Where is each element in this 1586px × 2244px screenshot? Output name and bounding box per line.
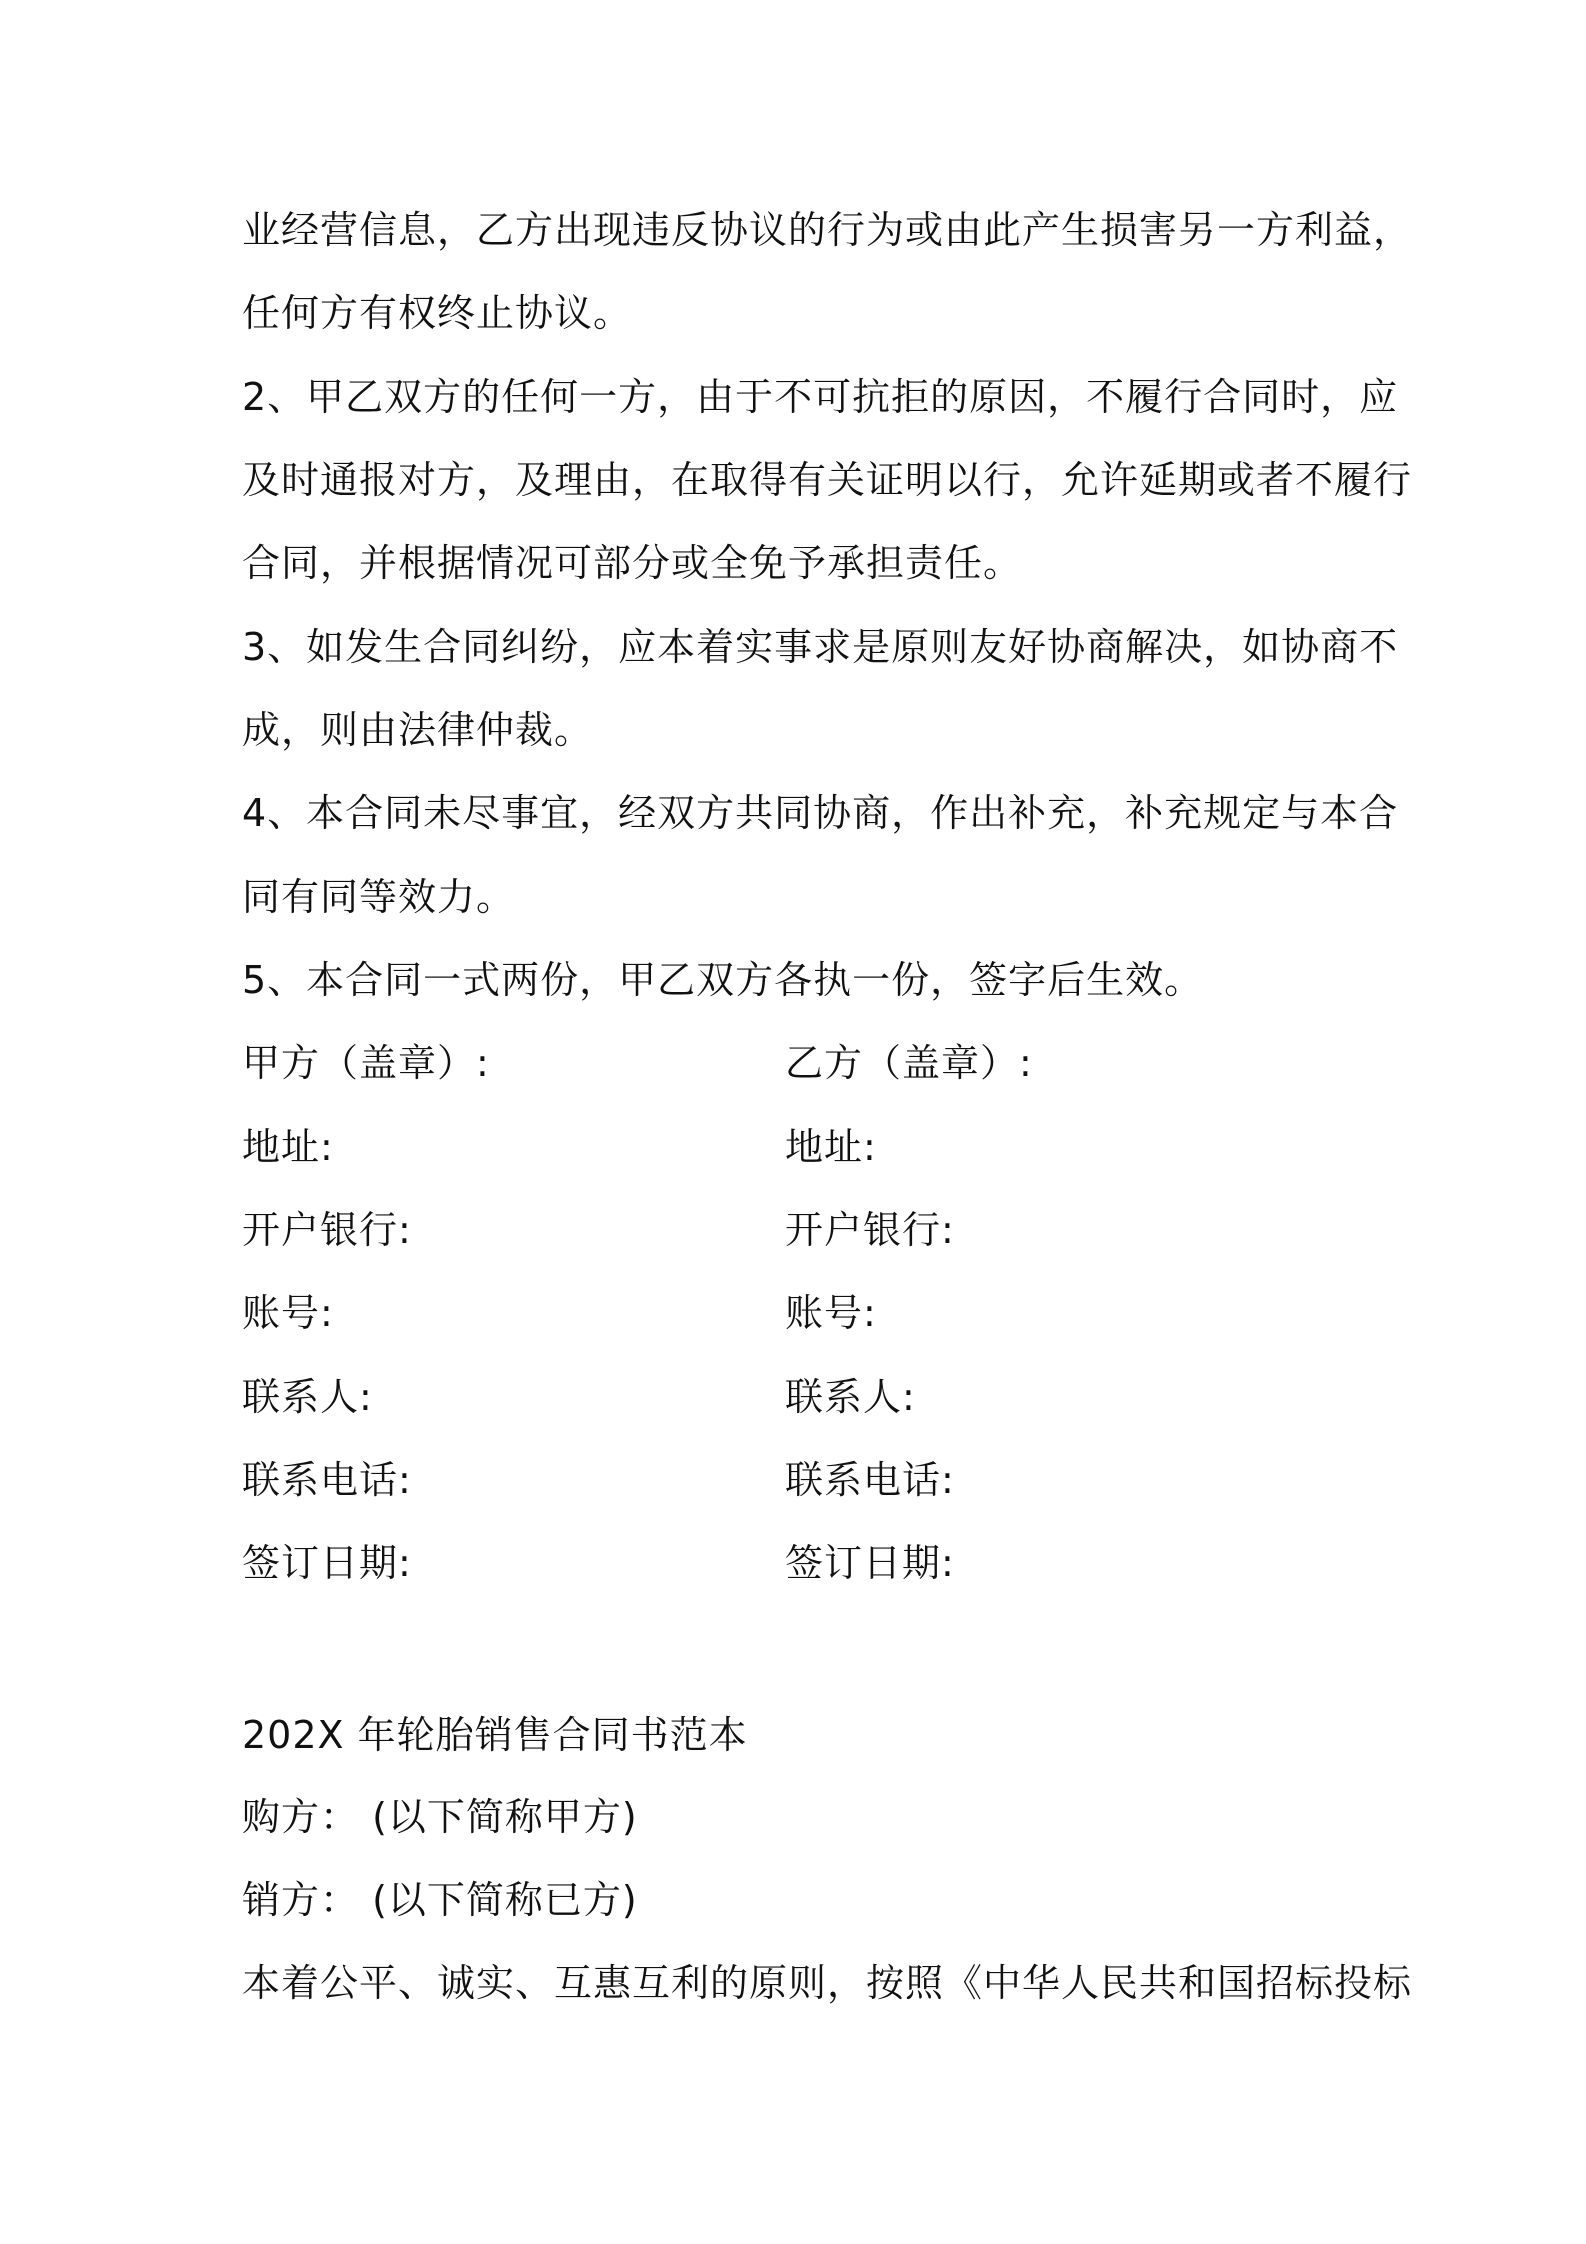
party-a-phone: 联系电话:	[242, 1458, 412, 1502]
party-a-bank: 开户银行:	[242, 1208, 412, 1252]
clause-3-line: 成，则由法律仲裁。	[242, 708, 594, 752]
paragraph-line: 业经营信息，乙方出现违反协议的行为或由此产生损害另一方利益，	[242, 208, 1413, 252]
party-a-contact: 联系人:	[242, 1375, 373, 1419]
party-a-date: 签订日期:	[242, 1541, 412, 1585]
contract-title: 202X 年轮胎销售合同书范本	[242, 1713, 748, 1757]
clause-3-line: 3、如发生合同纠纷，应本着实事求是原则友好协商解决，如协商不	[242, 625, 1399, 669]
clause-4-line: 4、本合同未尽事宜，经双方共同协商，作出补充，补充规定与本合	[242, 791, 1399, 835]
party-a-account: 账号:	[242, 1291, 334, 1335]
clause-4-line: 同有同等效力。	[242, 875, 516, 919]
party-b-account: 账号:	[785, 1291, 877, 1335]
buyer-line: 购方： (以下简称甲方)	[242, 1795, 638, 1839]
clause-2-line: 及时通报对方，及理由，在取得有关证明以行，允许延期或者不履行	[242, 458, 1413, 502]
party-b-bank: 开户银行:	[785, 1208, 955, 1252]
party-a-seal: 甲方（盖章）:	[242, 1041, 490, 1085]
paragraph-line: 任何方有权终止协议。	[242, 291, 633, 335]
party-b-seal: 乙方（盖章）:	[785, 1041, 1033, 1085]
clause-2-line: 2、甲乙双方的任何一方，由于不可抗拒的原因，不履行合同时，应	[242, 375, 1399, 419]
party-b-address: 地址:	[785, 1125, 877, 1169]
party-a-address: 地址:	[242, 1125, 334, 1169]
party-b-contact: 联系人:	[785, 1375, 916, 1419]
clause-5-line: 5、本合同一式两份，甲乙双方各执一份，签字后生效。	[242, 958, 1204, 1002]
seller-line: 销方： (以下简称已方)	[242, 1878, 638, 1922]
intro-line: 本着公平、诚实、互惠互利的原则，按照《中华人民共和国招标投标	[242, 1961, 1413, 2005]
party-b-phone: 联系电话:	[785, 1458, 955, 1502]
clause-2-line: 合同，并根据情况可部分或全免予承担责任。	[242, 541, 1023, 585]
party-b-date: 签订日期:	[785, 1541, 955, 1585]
